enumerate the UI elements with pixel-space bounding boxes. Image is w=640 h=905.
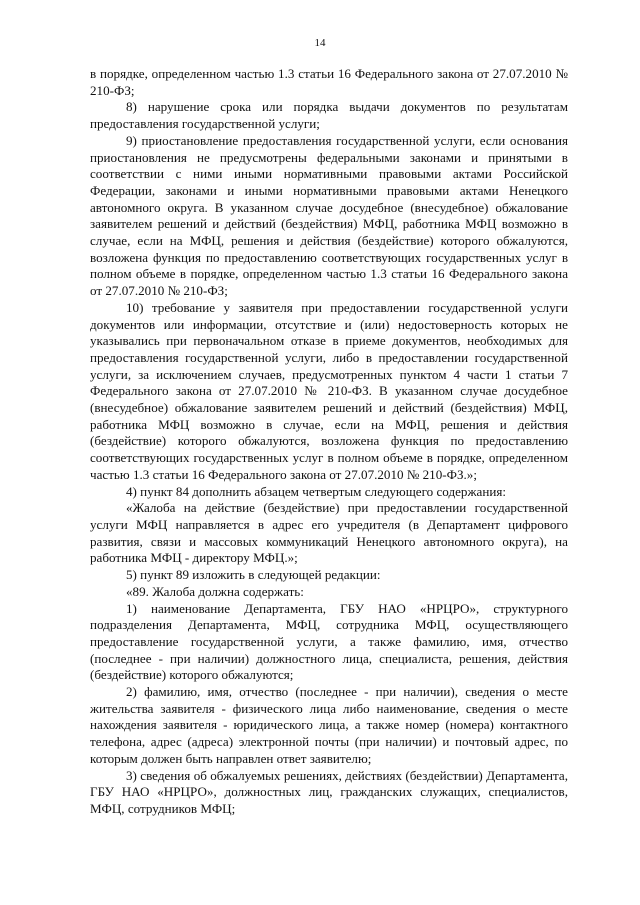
paragraph-item-9: 9) приостановление предоставления государственной услуги, если основания приостановления не предусмотрены федеральными законами и принятыми в соответствии с ними иными нормативными правовыми актами Российской Федерации, законами и иными нормативными правовыми актами Ненецкого автономного округа. В указанном случае досудебное (внесудебное) обжалование заявителем решений и действий (бездействия) МФЦ, работника МФЦ возможно в случае, если на МФЦ, решения и действия (бездействие) которого обжалуются, возложена функция по предоставлению соответствующих государственных услуг в полном объеме в порядке, определенном частью 1.3 статьи 16 Федерального закона от 27.07.2010 № 210-ФЗ; [90,132,568,299]
paragraph-continuation: в порядке, определенном частью 1.3 статьи 16 Федерального закона от 27.07.2010 № 210-ФЗ; [90,66,568,98]
paragraph-clause-89-item-3: 3) сведения об обжалуемых решениях, действиях (бездействии) Департамента, ГБУ НАО «НРЦРО», должностных лиц, гражданских служащих, специалистов, МФЦ, сотрудников МФЦ; [90,767,568,816]
paragraph-clause-89-item-2: 2) фамилию, имя, отчество (последнее - при наличии), сведения о месте жительства заявителя - физического лица либо наименование, сведения о месте нахождения заявителя - юридического лица, а также номер (номера) контактного телефона, адрес (адреса) электронной почты (при наличии) и почтовый адрес, по которым должен быть направлен ответ заявителю; [90,684,568,766]
paragraph-complaint-mfc: «Жалоба на действие (бездействие) при предоставлении государственной услуги МФЦ направляется в адрес его учредителя (в Департамент цифрового развития, связи и массовых коммуникаций Ненецкого автономного округа), на работника МФЦ - директору МФЦ.»; [90,500,568,566]
paragraph-amendment-5: 5) пункт 89 изложить в следующей редакции: [126,567,381,583]
paragraph-clause-89-item-1: 1) наименование Департамента, ГБУ НАО «НРЦРО», структурного подразделения Департамента, МФЦ, сотрудника МФЦ, осуществляющего предоставление государственной услуги, а также фамилию, имя, отчество (последнее - при наличии) должностного лица, специалиста, решения, действия (бездействие) которого обжалуются; [90,600,568,683]
page-number: 14 [314,37,326,49]
paragraph-item-10: 10) требование у заявителя при предоставлении государственной услуги документов или информации, отсутствие и (или) недостоверность которых не указывались при первоначальном отказе в приеме документов, необходимых для предоставления государственной услуги, либо в предоставлении государственной услуги, за исключением случаев, предусмотренных пунктом 4 части 1 статьи 7 Федерального закона от 27.07.2010 № 210-ФЗ. В указанном случае досудебное (внесудебное) обжалование заявителем решений и действий (бездействия) МФЦ, работника МФЦ возможно в случае, если на МФЦ, решения и действия (бездействие) которого обжалуются, возложена функция по предоставлению соответствующих государственных услуг в полном объеме в порядке, определенном частью 1.3 статьи 16 Федерального закона от 27.07.2010 № 210-ФЗ.»; [90,299,568,482]
document-body [90,66,568,818]
paragraph-clause-89: «89. Жалоба должна содержать: [126,583,304,599]
paragraph-item-8: 8) нарушение срока или порядка выдачи документов по результатам предоставления государственной услуги; [90,99,568,132]
paragraph-amendment-4: 4) пункт 84 дополнить абзацем четвертым следующего содержания: [126,483,506,499]
